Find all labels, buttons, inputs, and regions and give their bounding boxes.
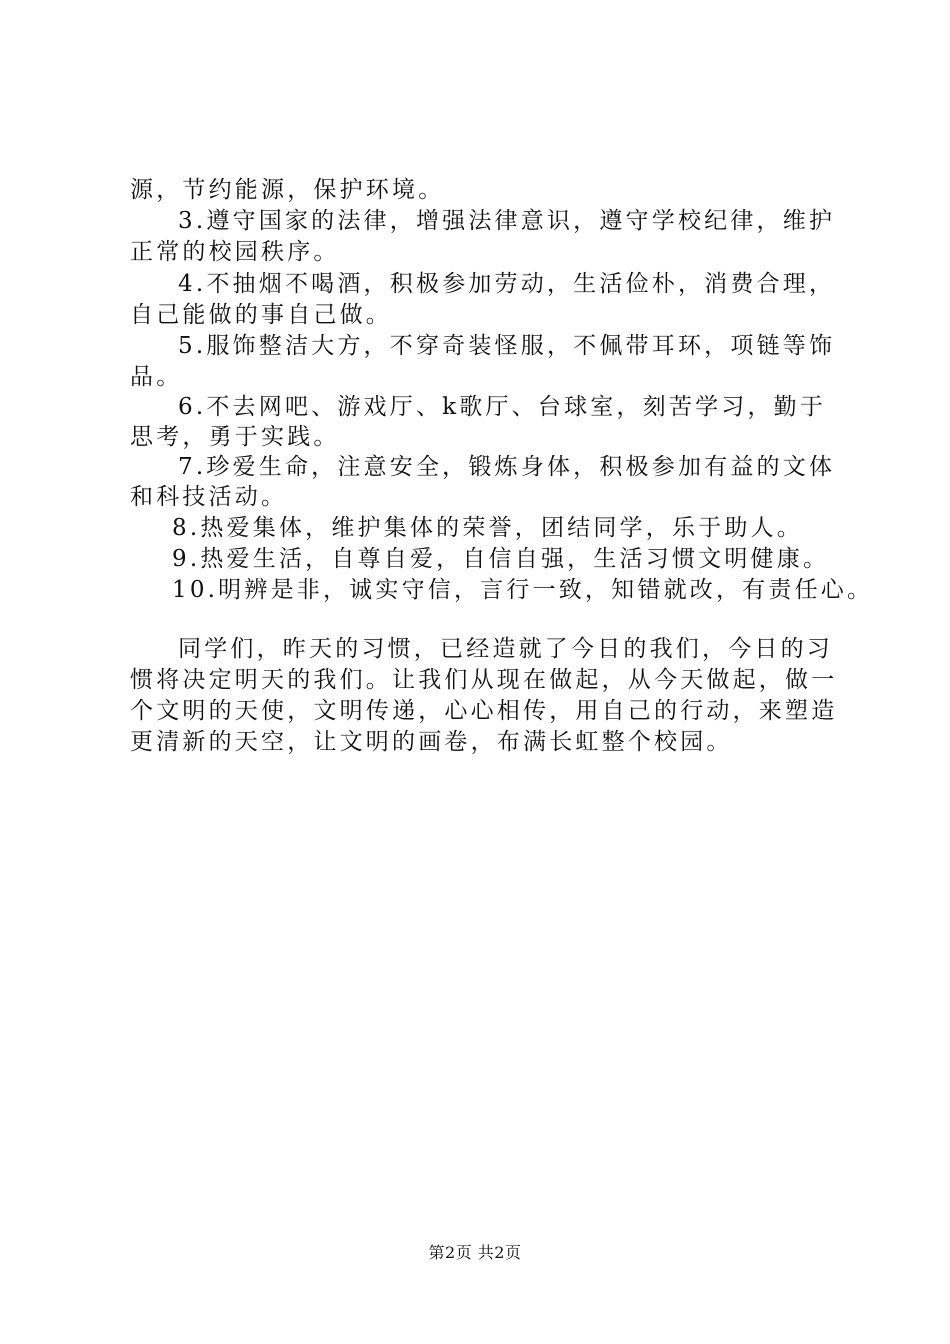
list-item-9: 9.热爱生活，自尊自爱，自信自强，生活习惯文明健康。 xyxy=(172,546,830,572)
list-item-10: 10.明辨是非，诚实守信，言行一致，知错就改，有责任心。 xyxy=(172,577,874,603)
text-line: 和科技活动。 xyxy=(130,484,288,510)
list-item-4: 4.不抽烟不喝酒，积极参加劳动，生活俭朴，消费合理， xyxy=(178,271,836,297)
list-item-3: 3.遵守国家的法律，增强法律意识，遵守学校纪律，维护 xyxy=(178,208,836,234)
text-line: 品。 xyxy=(130,364,183,390)
text-line: 正常的校园秩序。 xyxy=(130,239,340,265)
closing-paragraph-line: 个文明的天使，文明传递，心心相传，用自己的行动，来塑造 xyxy=(130,698,838,724)
list-item-5: 5.服饰整洁大方，不穿奇装怪服，不佩带耳环，项链等饰 xyxy=(178,333,836,359)
closing-paragraph-line: 更清新的天空，让文明的画卷，布满长虹整个校园。 xyxy=(130,729,733,755)
closing-paragraph-line: 惯将决定明天的我们。让我们从现在做起，从今天做起，做一 xyxy=(130,667,838,693)
text-line: 思考，勇于实践。 xyxy=(130,424,340,450)
list-item-8: 8.热爱集体，维护集体的荣誉，团结同学，乐于助人。 xyxy=(172,515,803,541)
closing-paragraph-line: 同学们，昨天的习惯，已经造就了今日的我们，今日的习 xyxy=(178,636,833,662)
text-line: 自己能做的事自己做。 xyxy=(130,302,392,328)
text-line: 源，节约能源，保护环境。 xyxy=(130,177,445,203)
page-footer: 第2页 共2页 xyxy=(428,1243,522,1262)
list-item-6: 6.不去网吧、游戏厅、k歌厅、台球室，刻苦学习，勤于 xyxy=(178,394,827,420)
list-item-7: 7.珍爱生命，注意安全，锻炼身体，积极参加有益的文体 xyxy=(178,454,836,480)
